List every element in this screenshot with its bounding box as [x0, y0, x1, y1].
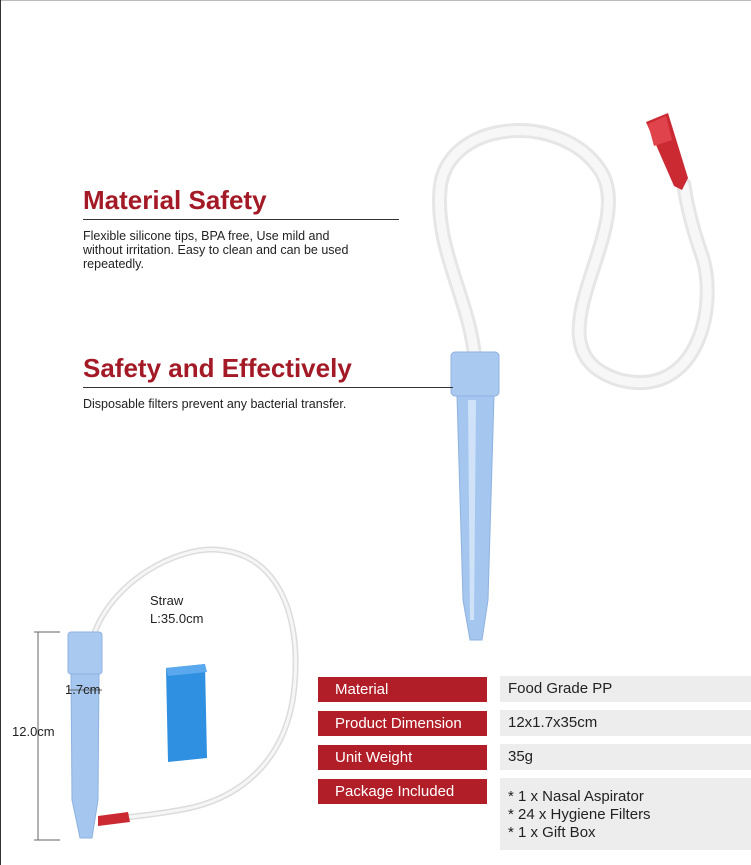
spec-key-weight: Unit Weight: [318, 745, 487, 770]
collector-cap: [451, 352, 499, 396]
section-heading-safety-effectively: Safety and Effectively: [83, 353, 352, 383]
width-label: 1.7cm: [65, 682, 101, 697]
description-line: without irritation. Easy to clean and can be used: [83, 243, 349, 257]
small-collector-cap: [68, 632, 102, 674]
description-line: Flexible silicone tips, BPA free, Use mild and: [83, 229, 330, 243]
package-item: * 24 x Hygiene Filters: [508, 806, 651, 823]
spec-key-dimension: Product Dimension: [318, 711, 487, 736]
spec-value-dimension: 12x1.7x35cm: [500, 710, 751, 736]
spec-key-package: Package Included: [318, 779, 487, 804]
heading-underline: [83, 387, 453, 388]
description-line: Disposable filters prevent any bacterial transfer.: [83, 397, 347, 411]
small-collector-body: [71, 674, 99, 838]
spec-value-material: Food Grade PP: [500, 676, 751, 702]
section-heading-material-safety: Material Safety: [83, 185, 267, 215]
description-line: repeatedly.: [83, 257, 144, 271]
spec-key-material: Material: [318, 677, 487, 702]
spec-value-weight: 35g: [500, 744, 751, 770]
straw-length-label: L:35.0cm: [150, 611, 204, 626]
section-description-material-safety: [83, 229, 348, 271]
package-item: * 1 x Nasal Aspirator: [508, 788, 644, 805]
spec-value-package: [500, 778, 751, 850]
straw-label: Straw: [150, 593, 184, 608]
section-description-safety-effectively: [83, 397, 346, 411]
height-label: 12.0cm: [12, 724, 55, 739]
sponge-filter-icon: [166, 664, 207, 762]
small-red-tip: [98, 812, 130, 826]
heading-underline: [83, 219, 399, 220]
package-item: * 1 x Gift Box: [508, 824, 596, 841]
